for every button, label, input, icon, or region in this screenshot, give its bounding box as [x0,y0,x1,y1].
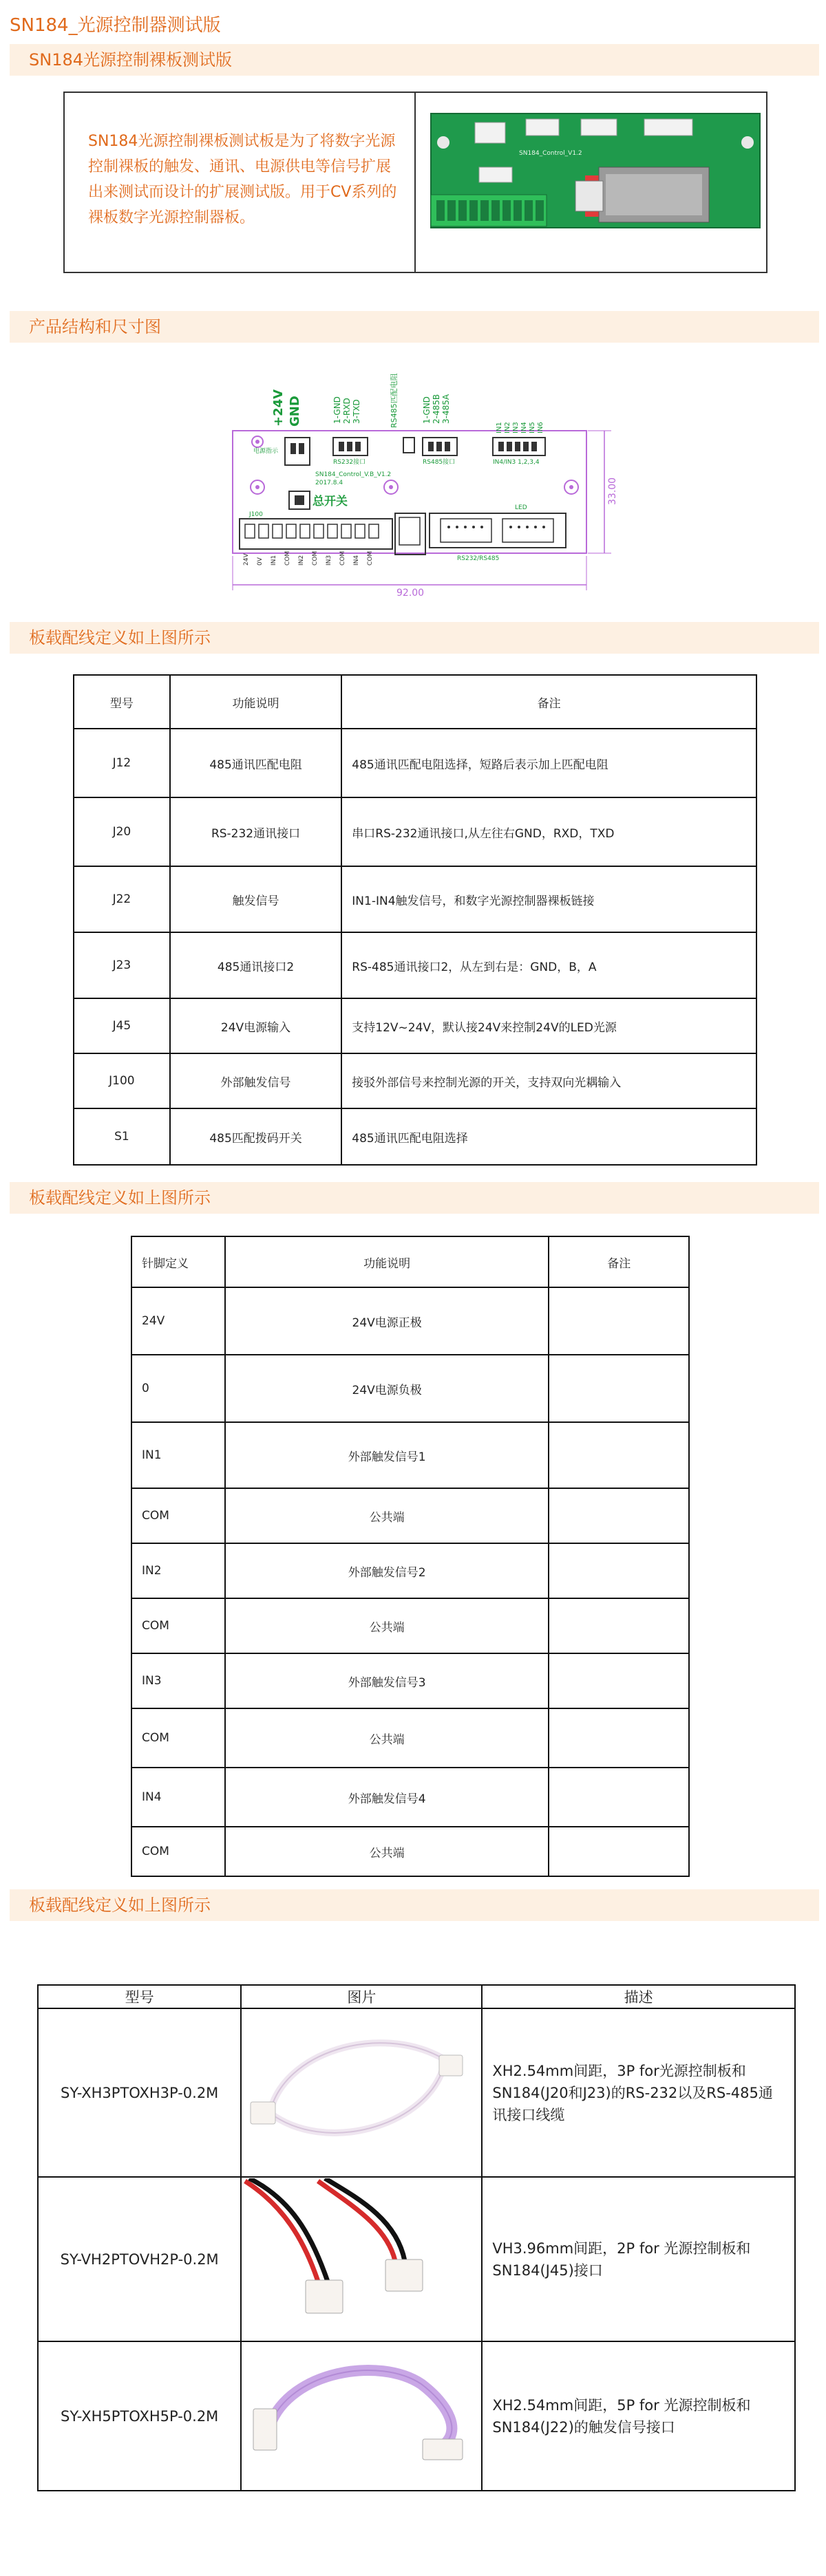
table-row: 24V 24V电源正极 [131,1287,689,1355]
in-pin-3: IN3 [512,422,520,433]
cable-model: SY-XH3PTOXH3P-0.2M [38,2008,241,2177]
cable-model: SY-XH5PTOXH5P-0.2M [38,2341,241,2491]
header-remark: 备注 [549,1236,689,1287]
svg-text:SN184_Control_V1.2: SN184_Control_V1.2 [519,150,582,157]
page-title: SN184_光源控制器测试版 [10,15,221,36]
section-heading-wiring-2: 板载配线定义如上图所示 [10,1182,819,1214]
rs232-pin-3: 3-TXD [352,399,361,424]
label-rs232-port: RS232接口 [333,459,366,466]
table-row: 0 24V电源负极 [131,1355,689,1422]
cable-photo [241,2177,482,2341]
j12-label: RS485匹配电阻 [390,373,399,428]
table-row: COM 公共端 [131,1598,689,1653]
table-row: J23 485通讯接口2 RS-485通讯接口2，从左到右是：GND，B，A [74,932,756,998]
terminal-pin-10: COM [367,550,374,566]
section-heading-cables: 板载配线定义如上图所示 [10,1889,819,1921]
height-dimension: 33.00 [607,477,618,505]
header-picture: 图片 [241,1985,482,2008]
connector-table [73,674,757,1166]
header-pin: 针脚定义 [131,1236,225,1287]
label-24v: +24V [271,389,286,427]
label-main-switch: 总开关 [313,495,348,508]
section-heading-intro: SN184光源控制裸板测试版 [10,44,819,76]
terminal-pin-8: COM [339,550,346,566]
label-in-port: IN4/IN3 1,2,3,4 [493,459,540,466]
terminal-pin-9: IN4 [353,555,360,566]
cable-image-vh2p [242,2178,480,2337]
terminal-pin-2: 0V [257,557,264,566]
cable-image-xh3p [242,2010,480,2172]
cable-photo [241,2008,482,2177]
section-heading-wiring-1: 板载配线定义如上图所示 [10,622,819,654]
header-remark: 备注 [341,675,756,729]
table-row [38,2008,795,2177]
header-model: 型号 [74,675,170,729]
cable-description: XH2.54mm间距，3P for光源控制板和SN184(J20和J23)的RS-232以及RS-485通讯接口线缆 [482,2008,795,2177]
header-function: 功能说明 [225,1236,549,1287]
terminal-pin-3: IN1 [271,555,277,566]
label-led: LED [515,504,527,511]
header-model: 型号 [38,1985,241,2008]
in-pin-5: IN5 [529,422,536,433]
in-pin-6: IN6 [537,422,544,433]
rs232-pin-2: 2-RXD [342,398,352,424]
table-row [38,2341,795,2491]
cable-image-xh5p [242,2343,480,2486]
intro-box [63,92,767,273]
terminal-pin-5: IN2 [298,555,305,566]
section-heading-structure: 产品结构和尺寸图 [10,311,819,343]
terminal-pin-6: COM [312,550,319,566]
pin-table [131,1236,690,1877]
pcb-photo-drawing [416,93,766,272]
table-row: J12 485通讯匹配电阻 485通讯匹配电阻选择，短路后表示加上匹配电阻 [74,729,756,797]
table-row: S1 485匹配拨码开关 485通讯匹配电阻选择 [74,1108,756,1165]
label-board-date: 2017.8.4 [315,480,343,486]
pcb-photo [416,93,766,272]
header-function: 功能说明 [170,675,341,729]
terminal-pin-7: IN3 [326,555,332,566]
label-rs485-port: RS485接口 [423,459,456,466]
table-row: IN1 外部触发信号1 [131,1422,689,1488]
label-gnd: GND [288,396,302,427]
table-row: IN2 外部触发信号2 [131,1543,689,1598]
table-row: J100 外部触发信号 接驳外部信号来控制光源的开关，支持双向光耦输入 [74,1053,756,1108]
cable-description: XH2.54mm间距，5P for 光源控制板和SN184(J22)的触发信号接口 [482,2341,795,2491]
table-row: COM 公共端 [131,1708,689,1768]
table-row: J22 触发信号 IN1-IN4触发信号，和数字光源控制器裸板链接 [74,866,756,932]
rs232-pin-1: 1-GND [332,396,342,424]
table-row: J45 24V电源输入 支持12V~24V，默认接24V来控制24V的LED光源 [74,998,756,1053]
rs485-pin-1: 1-GND [422,396,432,424]
in-pin-2: IN2 [504,422,511,433]
table-row: IN4 外部触发信号4 [131,1768,689,1827]
label-j100: J100 [249,511,263,518]
dimension-drawing-svg [219,356,618,604]
cable-photo [241,2341,482,2491]
dimension-drawing [219,356,618,604]
in-pin-1: IN1 [496,422,503,433]
label-rs232-rs485: RS232/RS485 [457,555,500,562]
terminal-pin-4: COM [284,550,291,566]
cable-description: VH3.96mm间距，2P for 光源控制板和SN184(J45)接口 [482,2177,795,2341]
table-row: J20 RS-232通讯接口 串口RS-232通讯接口,从左往右GND，RXD，TXD [74,797,756,866]
intro-text: SN184光源控制裸板测试板是为了将数字光源控制裸板的触发、通讯、电源供电等信号扩展出来测试而设计的扩展测试版。用于CV系列的裸板数字光源控制器板。 [65,93,416,272]
table-row: COM 公共端 [131,1488,689,1543]
width-dimension: 92.00 [396,588,425,599]
table-row [38,2177,795,2341]
cable-table [37,1984,796,2491]
in-pin-4: IN4 [520,422,528,433]
rs485-pin-2: 2-485B [432,394,441,424]
rs485-pin-3: 3-485A [441,394,451,424]
label-board-name: SN184_Control_V.B_V1.2 [315,471,392,478]
label-power-indicator: 电源指示 [253,448,279,455]
cable-model: SY-VH2PTOVH2P-0.2M [38,2177,241,2341]
table-row: COM 公共端 [131,1827,689,1876]
header-description: 描述 [482,1985,795,2008]
table-row: IN3 外部触发信号3 [131,1653,689,1708]
terminal-pin-1: 24V [243,553,250,566]
